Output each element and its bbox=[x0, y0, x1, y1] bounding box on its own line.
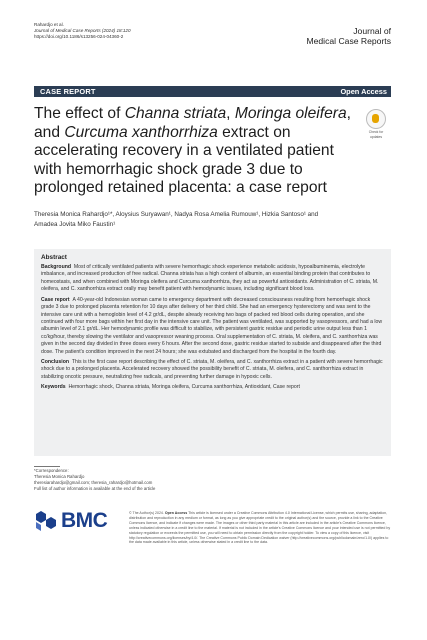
section-label: Conclusion bbox=[41, 359, 69, 366]
abstract-keywords bbox=[41, 384, 384, 391]
open-access-label: Open Access bbox=[340, 87, 387, 96]
section-label: Background bbox=[41, 264, 71, 270]
correspondence-label: *Correspondence: bbox=[34, 468, 69, 473]
article-type-label: CASE REPORT bbox=[40, 87, 96, 96]
title-species: Moringa oleifera bbox=[234, 105, 347, 122]
footnote-divider bbox=[34, 466, 60, 467]
check-for-updates-badge[interactable] bbox=[363, 109, 389, 139]
journal-citation: Journal of Medical Case Reports (2024) 18:120 bbox=[34, 28, 131, 34]
citation-meta bbox=[34, 22, 131, 41]
abstract-heading: Abstract bbox=[41, 254, 67, 261]
title-text: The effect of bbox=[34, 105, 125, 122]
author-list bbox=[34, 210, 384, 229]
abstract-conclusion bbox=[41, 359, 384, 381]
publisher-logo bbox=[34, 508, 108, 534]
article-title bbox=[34, 105, 354, 198]
section-text: Hemorrhagic shock, Channa striata, Moringa oleifera, Curcuma xanthorrhiza, Antioxidant, Case report bbox=[68, 384, 300, 391]
section-text: Most of critically ventilated patients with severe hemorrhagic shock experience metabolic acidosis, hypoalbuminemia, electrolyte imbalance, and increased production of free radical. Channa striata has a high content of albumin, an essential binding protein that contributes to homeostasis, and when combined with Moringa oleifera and Curcuma xanthorrhiza, they act as powerful antioxidants. Administration of C. striata, M. oleifera, and C. xanthorrhiza extract orally may benefit patient with hemodynamic issues, including significant blood loss. bbox=[41, 264, 379, 293]
title-text: , and bbox=[34, 105, 351, 141]
abstract-background bbox=[41, 264, 384, 294]
section-label: Case report bbox=[41, 296, 70, 303]
journal-name-line1: Journal of bbox=[353, 26, 391, 36]
title-text: extract on accelerating recovery in a ventilated patient with hemorrhagic shock grade 3 due to prolonged retained placenta: a case report bbox=[34, 123, 334, 197]
title-species: Curcuma xanthorrhiza bbox=[64, 123, 218, 141]
journal-name bbox=[306, 26, 391, 47]
author-short: Rahardjo et al. bbox=[34, 22, 64, 27]
license-lead: © The Author(s) 2024. bbox=[129, 511, 165, 515]
updates-line1: Check for bbox=[368, 130, 384, 134]
bmc-logo-text: BMC bbox=[61, 509, 108, 532]
section-label: Keywords bbox=[41, 384, 66, 391]
license-open-access: Open Access bbox=[164, 511, 188, 515]
section-text: This is the first case report describing the effect of C. striata, M. oleifera, and C. xanthorrhiza extract in a patient with severe hemorrhagic shock due to a prolonged placenta. Accelerated recovery showed the possibility benefit of C. striata, M. oleifera, and C. xanthorrhiza extract in stabilizing oncotic pressure, neutralizing free radicals, and preventing further damage in hypoxic cells. bbox=[41, 359, 383, 380]
updates-line2: updates bbox=[369, 135, 383, 139]
article-type-banner bbox=[34, 86, 391, 97]
author-info-note: Full list of author information is available at the end of the article bbox=[34, 486, 156, 491]
abstract-case-report bbox=[41, 297, 384, 356]
correspondence-name: Theresia Monica Rahardjo bbox=[34, 474, 85, 479]
section-text: A 40-year-old Indonesian woman came to emergency department with decreased consciousness resulting from hemorrhagic shock grade 3 due to prolonged placenta retention for 10 days after delivery of her third child. She had an emergency hysterectomy and was sent to the intensive care unit with a hemoglobin level of 4.2 gr/dL, despite already receiving two bags of packed red blood cells during operation, and she continued with four more bags within her first day in the intensive care unit. The patient was ventilated, was supported by vasopressors, and had a low albumin level of 2.1 gr/dL. Her hemodynamic profile was difficult to stabilize, with persistent gastric residue and periodic urine output less than 1 cc/kg/hour, thereby slowing the ventilator and vasopressor weaning process. Oral supplementation of C. striata, M. oleifera, and C. xanthorrhiza was given in the second day divided in three doses every 6 hours. After the second dose, gastric residue started to subside and disappeared after the third dose. The patient's condition improved in the next 24 hours; she was extubated and discharged from the hospital in the fourth day. bbox=[41, 296, 383, 355]
abstract-box bbox=[34, 249, 391, 456]
title-species: Channa striata bbox=[124, 105, 227, 122]
update-icon bbox=[366, 109, 386, 129]
license-statement bbox=[129, 511, 391, 545]
doi-link[interactable]: https://doi.org/10.1186/s13256-024-04360-2 bbox=[34, 34, 124, 40]
license-text: This article is licensed under a Creative Commons Attribution 4.0 International License, which permits use, sharing, adaptation, distribution and reproduction in any medium or format, as long as you give appropriate credit to the original author(s) and the source, provide a link to the Creative Commons licence, and indicate if changes were made. The images or other third party material in this article are included in the article's Creative Commons licence, unless indicated otherwise in a credit line to the material. If material is not included in the article's Creative Commons licence and your intended use is not permitted by statutory regulation or exceeds the permitted use, you will need to obtain permission directly from the copyright holder. To view a copy of this licence, visit http://creativecommons.org/licenses/by/4.0/. The Creative Commons Public Domain Dedication waiver (http://creativecommons.org/publicdomain/zero/1.0/) applies to the data made available in this article, unless otherwise stated in a credit line to the data. bbox=[129, 511, 391, 545]
author-list-line2: Amadea Jovita Miko Faustin¹ bbox=[34, 220, 116, 228]
title-text: , bbox=[226, 105, 235, 122]
journal-name-line2: Medical Case Reports bbox=[306, 36, 391, 47]
correspondence-email[interactable]: theresiarahardjo@gmail.com; theresia_rahardjo@hotmail.com bbox=[34, 480, 153, 485]
bmc-logo-mark-icon bbox=[34, 510, 58, 532]
abstract-body bbox=[41, 264, 384, 395]
author-list-line1: Theresia Monica Rahardjo¹*, Aloysius Suryawan¹, Nadya Rosa Amelia Rumouw¹, Hizkia Santoso¹ and bbox=[34, 211, 319, 218]
correspondence-note bbox=[34, 468, 155, 492]
